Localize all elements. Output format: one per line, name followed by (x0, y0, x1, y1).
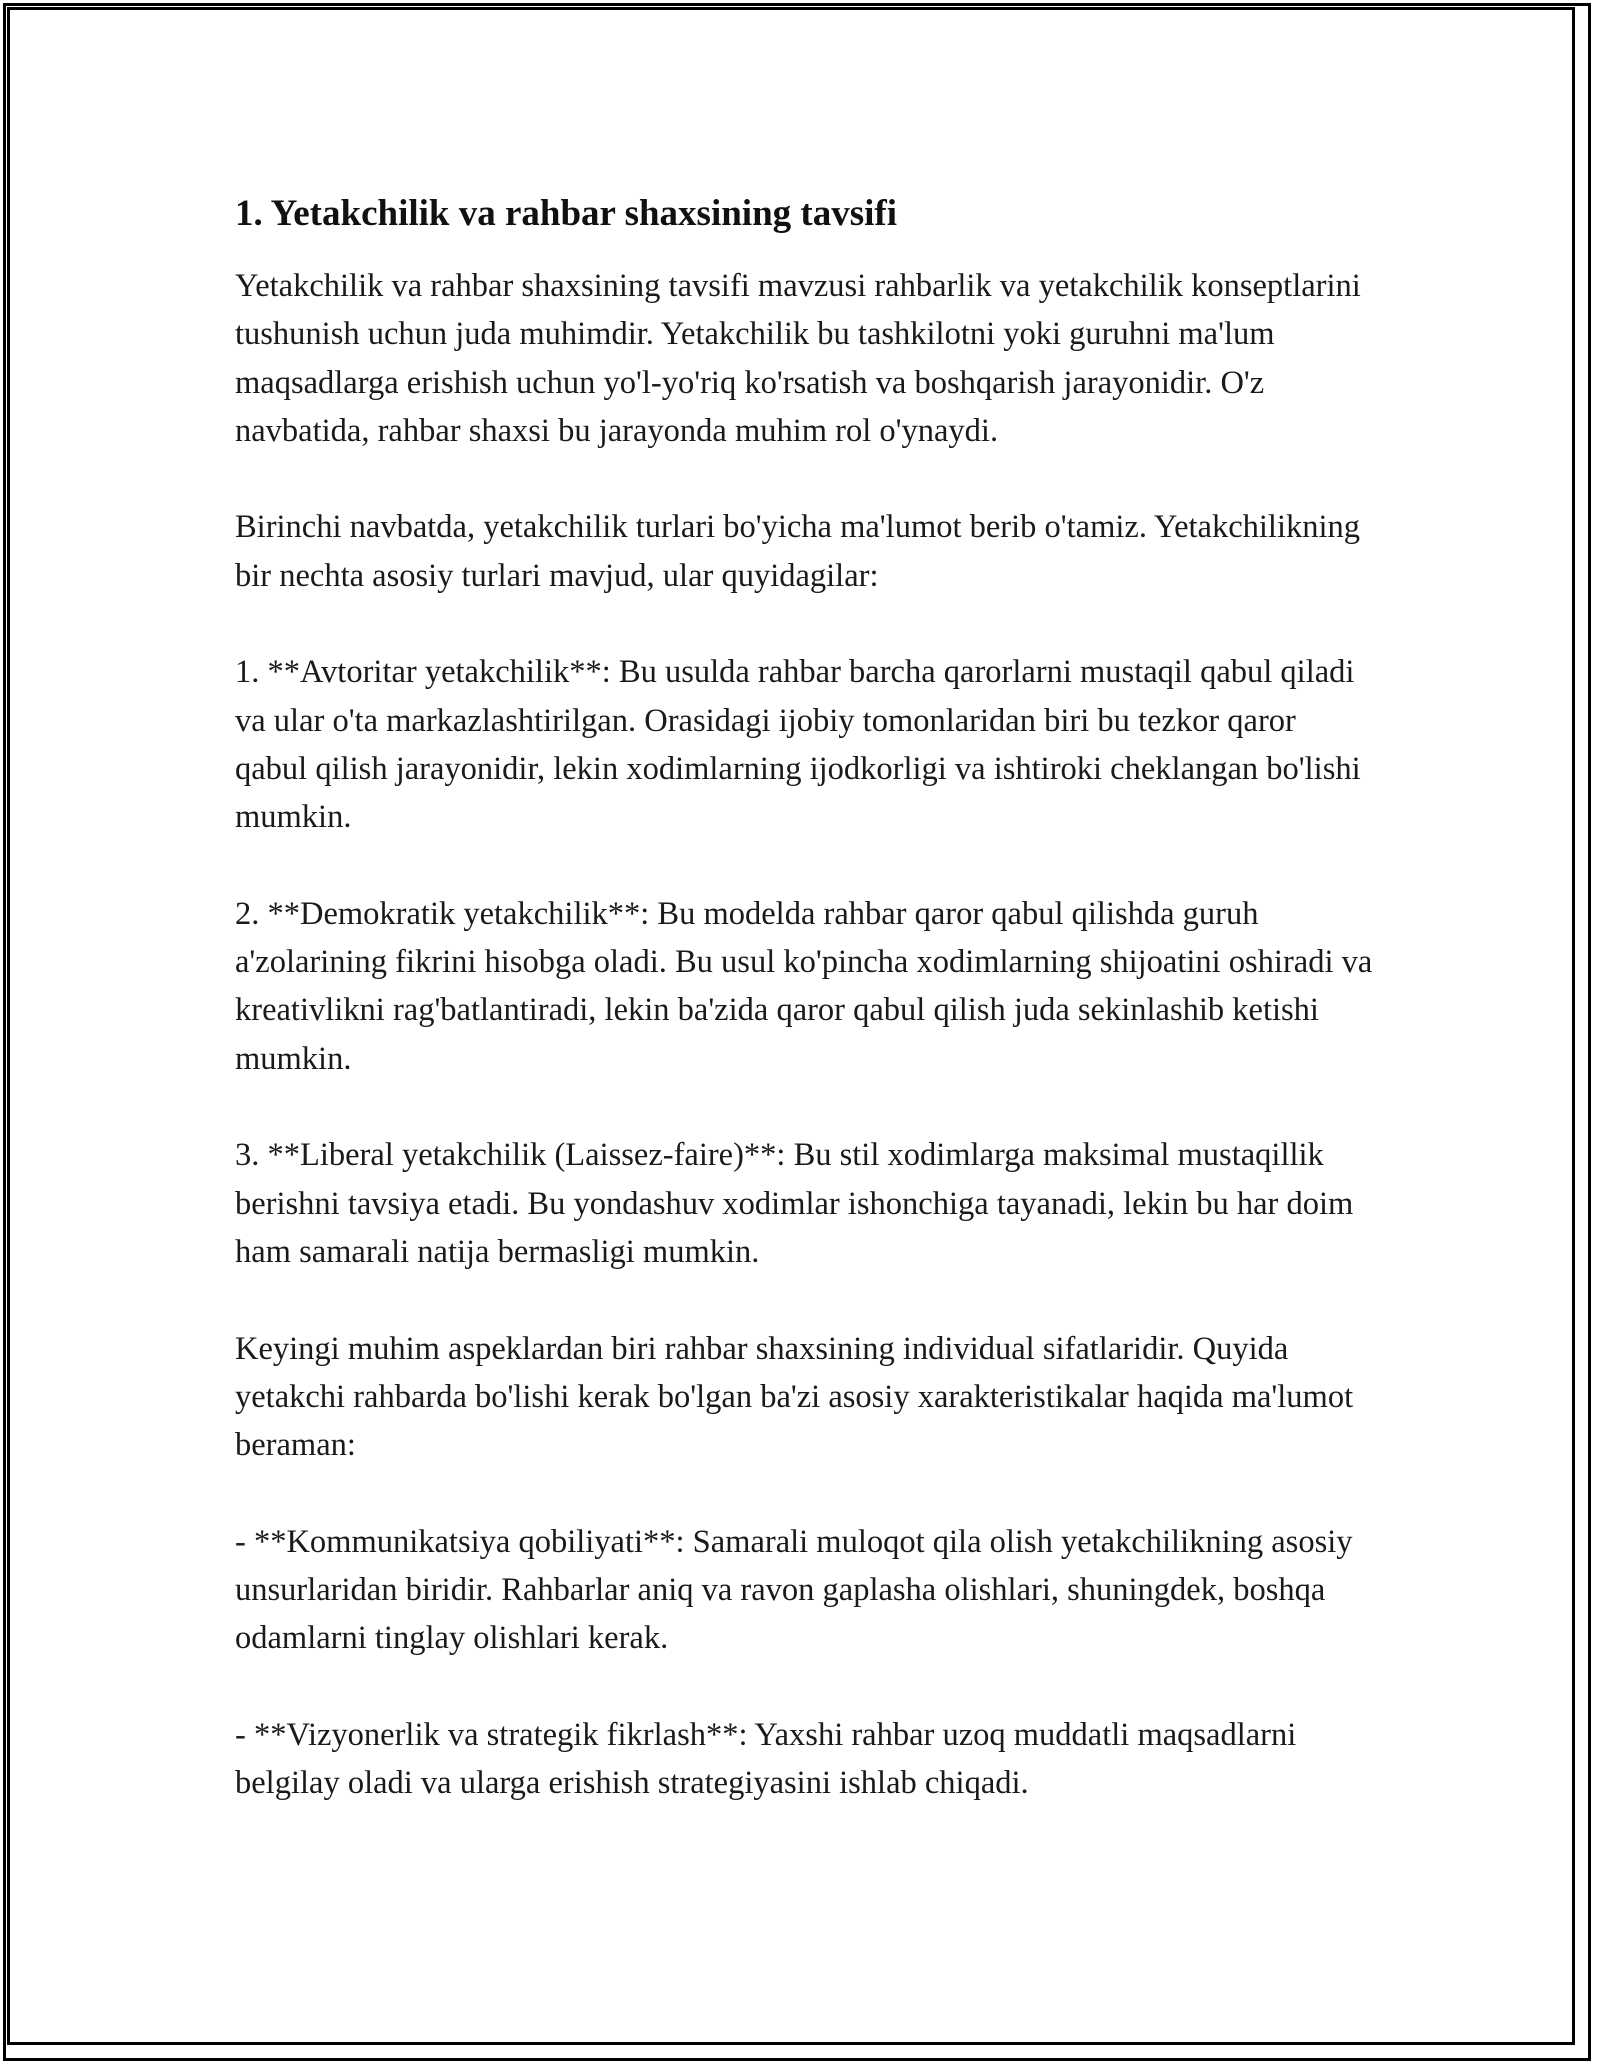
paragraph-types-intro: Birinchi navbatda, yetakchilik turlari bo'yicha ma'lumot berib o'tamiz. Yetakchilikning bir nechta asosiy turlari mavjud, ular quyidagilar: (235, 509, 1361, 594)
paragraph-authoritarian: 1. **Avtoritar yetakchilik**: Bu usulda rahbar barcha qarorlarni mustaqil qabul qiladi va ular o'ta markazlashtirilgan. Orasidagi ijobiy tomonlaridan biri bu tezkor qaror qabul qilish jarayonidir, lekin xodimlarning ijodkorligi va ishtiroki cheklangan bo'lishi mumkin. (235, 654, 1361, 836)
paragraph-intro: Yetakchilik va rahbar shaxsining tavsifi mavzusi rahbarlik va yetakchilik konseptlarini tushunish uchun juda muhimdir. Yetakchilik bu tashkilotni yoki guruhni ma'lum maqsadlarga erishish uchun yo'l-yo'riq ko'rsatish va boshqarish jarayonidir. O'z navbatida, rahbar shaxsi bu jarayonda muhim rol o'ynaydi. (235, 268, 1361, 449)
document-body (235, 188, 1375, 1808)
paragraph-communication: - **Kommunikatsiya qobiliyati**: Samarali muloqot qila olish yetakchilikning asosiy unsurlaridan biridir. Rahbarlar aniq va ravon gaplasha olishlari, shuningdek, boshqa odamlarni tinglay olishlari kerak. (235, 1523, 1353, 1657)
paragraph-liberal: 3. **Liberal yetakchilik (Laissez-faire)**: Bu stil xodimlarga maksimal mustaqillik berishni tavsiya etadi. Bu yondashuv xodimlar ishonchiga tayanadi, lekin bu har doim ham samarali natija bermasligi mumkin. (235, 1137, 1354, 1270)
document-title: 1. Yetakchilik va rahbar shaxsining tavsifi (235, 193, 898, 234)
paragraph-democratic: 2. **Demokratik yetakchilik**: Bu modelda rahbar qaror qabul qilishda guruh a'zolarining fikrini hisobga oladi. Bu usul ko'pincha xodimlarning shijoatini oshiradi va kreativlikni rag'batlantiradi, lekin ba'zida qaror qabul qilish juda sekinlashib ketishi mumkin. (235, 895, 1373, 1077)
paragraph-vision: - **Vizyonerlik va strategik fikrlash**: Yaxshi rahbar uzoq muddatli maqsadlarni belgilay oladi va ularga erishish strategiyasini ishlab chiqadi. (235, 1716, 1297, 1802)
paragraph-qualities-intro: Keyingi muhim aspeklardan biri rahbar shaxsining individual sifatlaridir. Quyida yetakchi rahbarda bo'lishi kerak bo'lgan ba'zi asosiy xarakteristikalar haqida ma'lumot beraman: (235, 1330, 1354, 1464)
